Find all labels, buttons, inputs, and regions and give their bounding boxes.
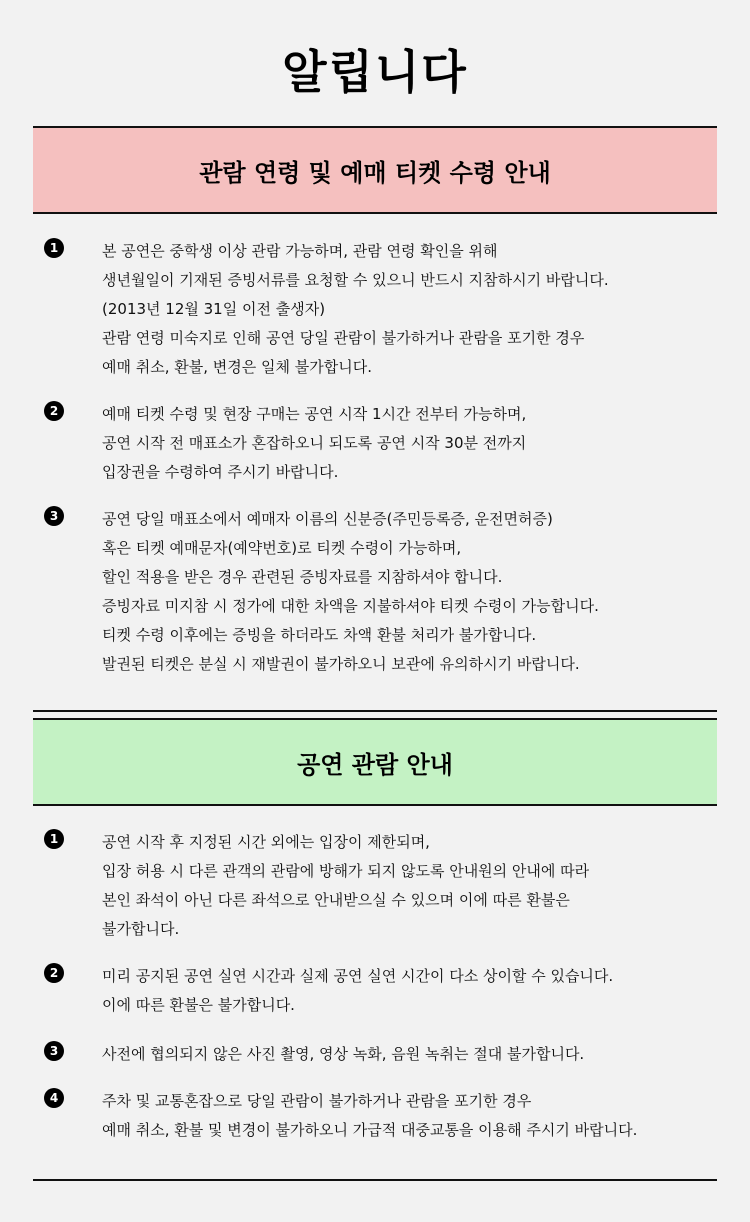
number-badge: 2 bbox=[44, 963, 64, 983]
section-header-ticket bbox=[33, 126, 717, 214]
notice-line: 본 공연은 중학생 이상 관람 가능하며, 관람 연령 확인을 위해 bbox=[102, 242, 498, 260]
number-badge: 3 bbox=[44, 506, 64, 526]
notice-line: 혹은 티켓 예매문자(예약번호)로 티켓 수령이 가능하며, bbox=[102, 539, 462, 557]
notice-text bbox=[102, 962, 712, 1020]
section-title-viewing: 공연 관람 안내 bbox=[297, 750, 453, 779]
notice-line: (2013년 12월 31일 이전 출생자) bbox=[102, 300, 326, 318]
notice-line: 예매 취소, 환불, 변경은 일체 불가합니다. bbox=[102, 358, 372, 376]
notice-line: 공연 시작 후 지정된 시간 외에는 입장이 제한되며, bbox=[102, 833, 430, 851]
notice-line: 할인 적용을 받은 경우 관련된 증빙자료를 지참하셔야 합니다. bbox=[102, 568, 503, 586]
notice-line: 주차 및 교통혼잡으로 당일 관람이 불가하거나 관람을 포기한 경우 bbox=[102, 1092, 532, 1110]
notice-line: 티켓 수령 이후에는 증빙을 하더라도 차액 환불 처리가 불가합니다. bbox=[102, 626, 537, 644]
notice-line: 공연 당일 매표소에서 예매자 이름의 신분증(주민등록증, 운전면허증) bbox=[102, 510, 553, 528]
section-header-viewing bbox=[33, 718, 717, 806]
notice-line: 이에 따른 환불은 불가합니다. bbox=[102, 996, 295, 1014]
notice-text bbox=[102, 505, 712, 679]
notice-line: 입장권을 수령하여 주시기 바랍니다. bbox=[102, 463, 339, 481]
notice-text bbox=[102, 1087, 712, 1145]
notice-line: 입장 허용 시 다른 관객의 관람에 방해가 되지 않도록 안내원의 안내에 따라 bbox=[102, 862, 590, 880]
notice-line: 본인 좌석이 아닌 다른 좌석으로 안내받으실 수 있으며 이에 따른 환불은 bbox=[102, 891, 570, 909]
section-divider bbox=[33, 710, 717, 712]
notice-line: 생년월일이 기재된 증빙서류를 요청할 수 있으니 반드시 지참하시기 바랍니다. bbox=[102, 271, 609, 289]
notice-text bbox=[102, 400, 712, 487]
notice-line: 예매 티켓 수령 및 현장 구매는 공연 시작 1시간 전부터 가능하며, bbox=[102, 405, 527, 423]
page-title: 알립니다 bbox=[282, 45, 468, 99]
number-badge: 1 bbox=[44, 829, 64, 849]
notice-text bbox=[102, 1040, 712, 1069]
number-badge: 1 bbox=[44, 238, 64, 258]
notice-line: 발권된 티켓은 분실 시 재발권이 불가하오니 보관에 유의하시기 바랍니다. bbox=[102, 655, 580, 673]
notice-line: 예매 취소, 환불 및 변경이 불가하오니 가급적 대중교통을 이용해 주시기 바랍니다. bbox=[102, 1121, 638, 1139]
number-badge: 3 bbox=[44, 1041, 64, 1061]
notice-line: 불가합니다. bbox=[102, 920, 180, 938]
section-title-ticket: 관람 연령 및 예매 티켓 수령 안내 bbox=[199, 158, 551, 187]
notice-text bbox=[102, 828, 712, 944]
notice-text bbox=[102, 237, 712, 382]
notice-line: 관람 연령 미숙지로 인해 공연 당일 관람이 불가하거나 관람을 포기한 경우 bbox=[102, 329, 585, 347]
notice-line: 사전에 협의되지 않은 사진 촬영, 영상 녹화, 음원 녹취는 절대 불가합니다. bbox=[102, 1045, 585, 1063]
notice-line: 미리 공지된 공연 실연 시간과 실제 공연 실연 시간이 다소 상이할 수 있습니다. bbox=[102, 967, 614, 985]
bottom-divider bbox=[33, 1179, 717, 1181]
number-badge: 2 bbox=[44, 401, 64, 421]
notice-line: 증빙자료 미지참 시 정가에 대한 차액을 지불하셔야 티켓 수령이 가능합니다. bbox=[102, 597, 599, 615]
notice-line: 공연 시작 전 매표소가 혼잡하오니 되도록 공연 시작 30분 전까지 bbox=[102, 434, 527, 452]
number-badge: 4 bbox=[44, 1088, 64, 1108]
